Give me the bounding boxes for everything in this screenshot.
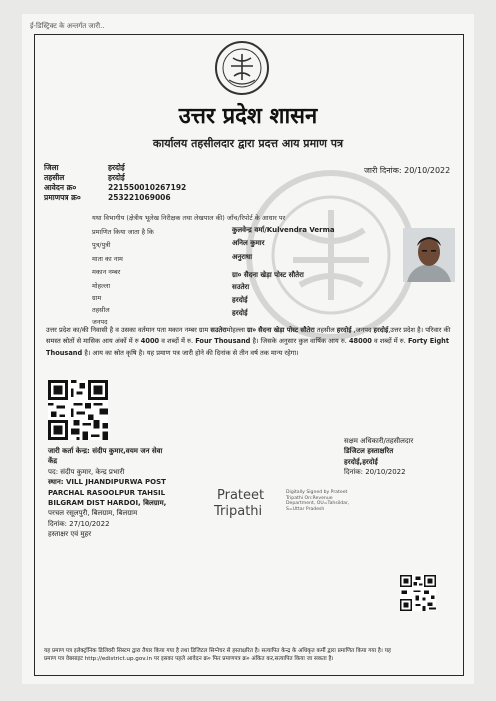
district-value: हरदोई: [108, 163, 125, 172]
janpad-value: हरदोई: [232, 309, 248, 317]
issue-date: [364, 165, 450, 176]
village-value: सउतेरा: [232, 283, 250, 291]
application-no-label: आवेदन क्र०: [44, 183, 77, 192]
page-subtitle: कार्यालय तहसीलदार द्वारा प्रदत्त आय प्रमाण पत्र: [152, 137, 344, 150]
issue-date-value: 20/10/2022: [404, 166, 451, 175]
tehsil-detail-label: तहसील: [92, 306, 110, 314]
mohalla-value: ग्रा० सैदना खेड़ा पोस्ट सौतेरा: [232, 271, 304, 279]
applicant-photo: [403, 228, 455, 282]
up-govt-emblem-icon: [211, 40, 273, 96]
up-govt-watermark-icon: [238, 170, 424, 340]
intro-line-2: प्रमाणित किया जाता है कि: [92, 228, 154, 236]
applicant-name-value: कुलवेन्द्र वर्मा/Kulvendra Verma: [232, 226, 335, 234]
footer-note: यह प्रमाण पत्र इलेक्ट्रॉनिक डिलिवरी सिस्टम द्वारा तैयार किया गया है तथा डिजिटल सिग्नेचर से हस्ताक्षरित है। सत्यापित केन्द्र के अधिकृत कर्मी द्वारा प्रमाणित किया गया है। यह प्रमाण पत्र वेबसाइट http://edistrict.up.gov.in पर इसका पहले आवेदन क्र० फिर प्रमाणपत्र क्र० अंकित कर,सत्यापित किया जा सकता है।: [44, 648, 391, 663]
qr-code-small: [400, 575, 436, 611]
application-no-value: 221550010267192: [108, 183, 187, 192]
mother-label: माता का नाम: [92, 255, 123, 263]
certificate-no-label: प्रमाणपत्र क्र०: [44, 193, 81, 202]
authority-block: सक्षम अधिकारी/तहसीलदार डिजिटल हस्ताक्षरित हरदोई,हरदोई दिनांक: 20/10/2022: [344, 437, 414, 477]
certificate-no-value: 253221069006: [108, 193, 171, 202]
qr-code: [48, 380, 108, 440]
mother-value: अनुराधा: [232, 253, 253, 261]
signature-last: Tripathi: [214, 504, 263, 519]
certificate-body: उत्तर प्रदेश का/की निवासी है व उसका वर्तमान पता मकान नम्बर ग्राम सउतेरामोहल्ला ग्रा० सैदना खेड़ा पोस्ट सौतेरा तहसील हरदोई ,जनपद हरदोई,उत्तर प्रदेश है। परिवार की समस्त स्रोतों से मासिक आय अंकों में रु 4000 व शब्दों में रु. Four Thousand है। जिसके अनुसार कुल वार्षिक आय रु. 48000 व शब्दों में रु. Forty Eight Thousand है। आय का स्रोत कृषि है। यह प्रमाण पत्र जारी होने की दिनांक से तीन वर्ष तक मान्य रहेगा।: [46, 326, 451, 357]
janpad-label: जनपद: [92, 318, 108, 326]
issuer-block: जारी कर्ता केन्द्र: संदीप कुमार,वयम जन सेवा केंद्र पद: संदीप कुमार, केन्द्र प्रभारी स्थान: VILL JHANDIPURWA POST PARCHAL RASOOLPUR TAHSIL BILGRAM DIST HARDOI, बिलग्राम, परचल रसूलपुरी, बिलग्राम, बिलग्राम दिनांक: 27/10/2022 हस्ताक्षर एवं मुहर: [48, 447, 167, 539]
tehsil-detail-value: हरदोई: [232, 296, 248, 304]
top-note: ई-डिस्ट्रिक्ट के अन्तर्गत जारी..: [30, 22, 105, 30]
district-label: जिला: [44, 163, 59, 172]
page-title: उत्तर प्रदेश शासन: [178, 103, 318, 129]
tehsil-label: तहसील: [44, 173, 65, 182]
village-label: ग्राम: [92, 294, 102, 302]
parent-value: अनिल कुमार: [232, 239, 265, 247]
signature-first: Prateet: [217, 488, 265, 503]
intro-line-1: यथा विभागीय (क्षेत्रीय भूलेख निरीक्षक तथा लेखपाल की) जाँच/रिपोर्ट के आधार पर: [92, 214, 286, 222]
mohalla-label: मोहल्ला: [92, 282, 111, 290]
tehsil-value: हरदोई: [108, 173, 125, 182]
issue-date-label: जारी दिनांक:: [364, 166, 402, 175]
parent-label: पुत्र/पुत्री: [92, 241, 111, 249]
signature-details: Digitally Signed by Prateet Tripathi On:Revenue Department, OU=Tahsildar, S=Uttar Pradesh: [286, 490, 350, 512]
house-no-label: मकान नम्बर: [92, 268, 121, 276]
